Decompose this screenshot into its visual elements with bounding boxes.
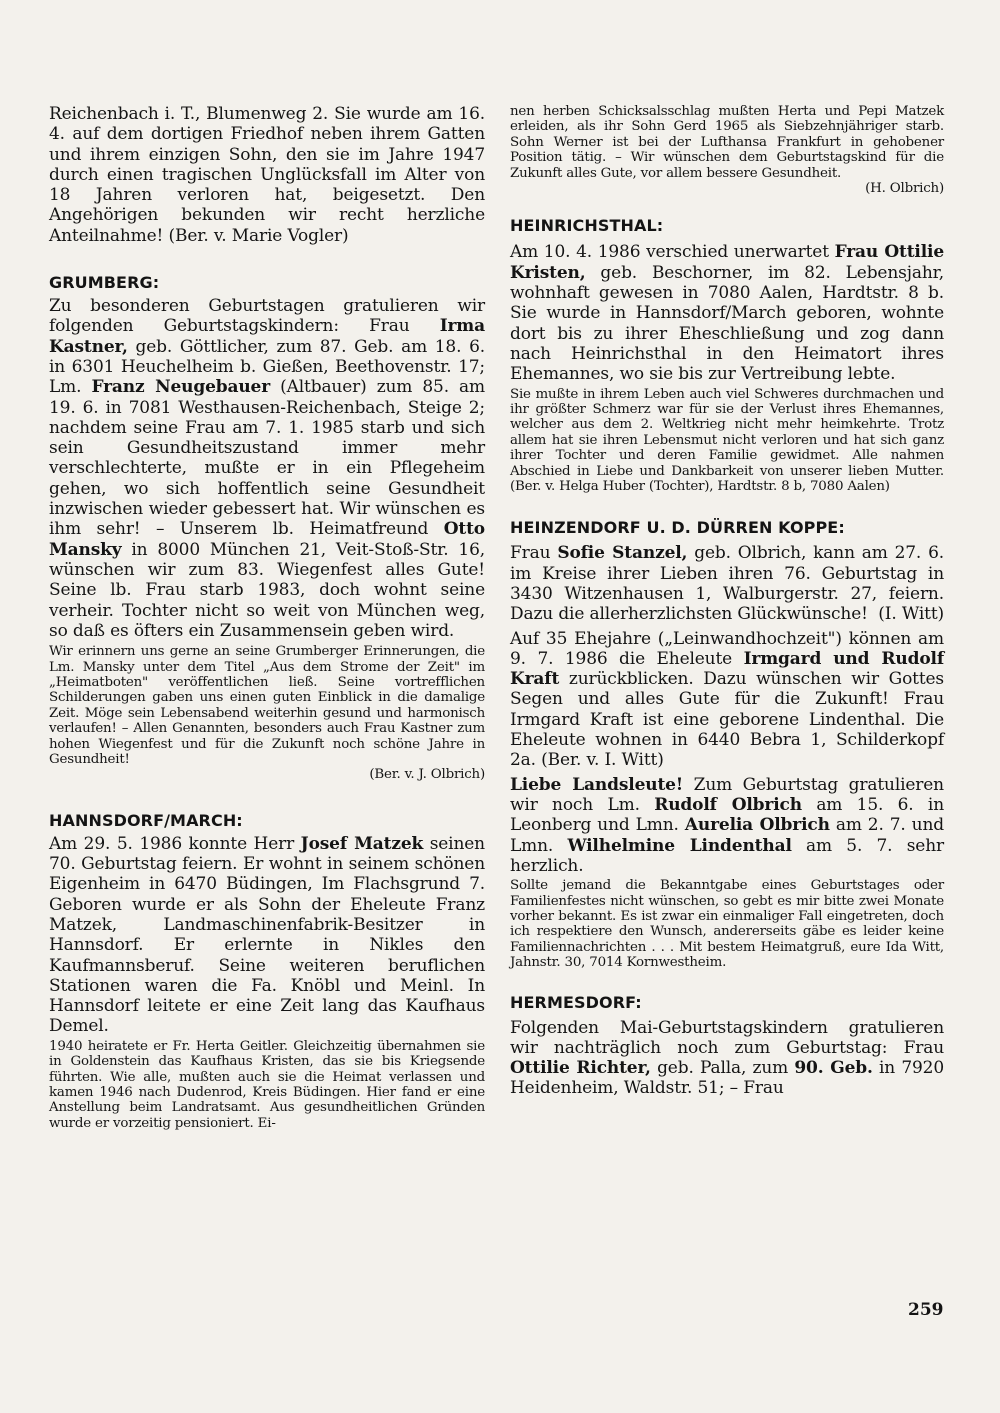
signature-i-witt: (I. Witt)	[878, 604, 944, 625]
name-franz-neugebauer: Franz Neugebauer	[91, 377, 271, 398]
article-hannsdorf: Am 29. 5. 1986 konnte Herr Josef Matzek seinen 70. Geburtstag feiern. Er wohnt in seinem schönen Eigenheim in 6470 Büdingen, Im Flachsgrund 7. Geboren wurde er als Sohn der Eheleute Franz Matzek, Landmaschinenfabrik-Besitzer in Hannsdorf. Er erlernte in Nikles den Kaufmannsberuf. Seine weiteren beruflichen Stationen waren die Fa. Knöbl und Meinl. In Hannsdorf leitete er eine Zeit lang das Kaufhaus Demel.	[49, 833, 485, 1037]
name-josef-matzek: Josef Matzek	[300, 833, 424, 854]
heading-hannsdorf: HANNSDORF/MARCH:	[49, 810, 243, 830]
article-heinzendorf-greetings: Liebe Landsleute! Zum Geburtstag gratulieren wir noch Lm. Rudolf Olbrich am 15. 6. in Leonberg und Lmn. Aurelia Olbrich am 2. 7. und Lmn. Wilhelmine Lindenthal am 5. 7. sehr herzlich.	[510, 774, 945, 876]
article-hannsdorf-small: 1940 heiratete er Fr. Herta Geitler. Gleichzeitig übernahmen sie in Goldenstein das Kaufhaus Kristen, das sie bis Kriegsende führten. Wie alle, mußten auch sie die Heimat verlassen und kamen 1946 nach Dudenrod, Kreis Büdingen. Hier fand er eine Anstellung beim Landratsamt. Aus gesundheitlichen Gründen wurde er vorzeitig pensioniert. Ei-	[49, 1038, 485, 1131]
heading-heinzendorf: HEINZENDORF U. D. DÜRREN KOPPE:	[510, 518, 845, 538]
name-rudolf-olbrich: Rudolf Olbrich	[654, 794, 802, 815]
name-ottilie-richter: Ottilie Richter,	[510, 1058, 651, 1079]
name-otto-mansky: Otto Mansky	[49, 519, 485, 560]
article-heinzendorf-kraft: Auf 35 Ehejahre („Leinwandhochzeit") können am 9. 7. 1986 die Eheleute Irmgard und Rudolf Kraft zurückblicken. Dazu wünschen wir Gottes Segen und alles Gute für die Zukunft! Frau Irmgard Kraft ist eine geborene Lindenthal. Die Eheleute wohnen in 6440 Bebra 1, Schilderkopf 2a. (Ber. v. I. Witt)	[510, 628, 944, 771]
name-ottilie-kristen: Frau Ottilie Kristen,	[510, 242, 944, 283]
name-sofie-stanzel: Sofie Stanzel,	[557, 543, 688, 564]
article-heinrichsthal-small: Sie mußte in ihrem Leben auch viel Schweres durchmachen und ihr größter Schmerz war für sie der Verlust ihres Ehemannes, welcher aus dem 2. Weltkrieg nicht mehr heimkehrte. Trotz allem hat sie ihren Lebensmut nicht verloren und hat sich ganz ihrer Tochter und deren Familie gewidmet. Alle nahmen Abschied in Liebe und Dankbarkeit von unserer lieben Mutter. (Ber. v. Helga Huber (Tochter), Hardtstr. 8 b, 7080 Aalen)	[510, 386, 944, 494]
article-grumberg-small: Wir erinnern uns gerne an seine Grumberger Erinnerungen, die Lm. Mansky unter dem Titel „Aus dem Strome der Zeit" im „Heimatboten" veröffentlichen ließ. Seine vortrefflichen Schilderungen gaben uns einen guten Einblick in die damalige Zeit. Möge sein Lebensabend weiterhin gesund und harmonisch verlaufen! – Allen Genannten, besonders auch Frau Kastner zum hohen Wiegenfest und für die Zukunft noch schöne Jahre in Gesundheit! (Ber. v. J. Olbrich)	[49, 644, 485, 783]
right-column	[510, 104, 944, 1099]
article-reichenbach: Reichenbach i. T., Blumenweg 2. Sie wurde am 16. 4. auf dem dortigen Friedhof neben ihrem Gatten und ihrem einzigen Sohn, den sie im Jahre 1947 durch einen tragischen Unglücksfall im Alter von 18 Jahren verloren hat, beigesetzt. Den Angehörigen bekunden wir recht herzliche Anteilnahme! (Ber. v. Marie Vogler)	[49, 104, 485, 246]
article-heinzendorf-note: Sollte jemand die Bekanntgabe eines Geburtstages oder Familienfestes nicht wünschen, so gebt es mir bitte zwei Monate vorher bekannt. Es ist zwar ein einmaliger Fall eingetreten, doch ich respektiere den Wunsch, andererseits gäbe es leider keine Familiennachrichten . . . Mit bestem Heimatgruß, eure Ida Witt, Jahnstr. 30, 7014 Kornwestheim.	[510, 878, 944, 971]
name-aurelia-olbrich: Aurelia Olbrich	[684, 815, 830, 836]
article-heinrichsthal: Am 10. 4. 1986 verschied unerwartet Frau Ottilie Kristen, geb. Beschorner, im 82. Lebensjahr, wohnhaft gewesen in 7080 Aalen, Hardtstr. 8 b. Sie wurde in Hannsdorf/March geboren, wohnte dort bis zu ihrer Eheschließung und zog dann nach Heinrichsthal in den Heimatort ihres Ehemannes, wo sie bis zur Vertreibung lebte.	[510, 242, 944, 385]
article-hermesdorf: Folgenden Mai-Geburtstagskindern gratulieren wir nachträglich noch zum Geburtstag: Frau Ottilie Richter, geb. Palla, zum 90. Geb. in 7920 Heidenheim, Waldstr. 51; – Frau	[510, 1017, 945, 1099]
name-wilhelmine-lindenthal: Wilhelmine Lindenthal	[567, 835, 792, 856]
name-irma-kastner: Irma Kastner,	[49, 316, 485, 357]
page-number: 259	[908, 1300, 944, 1320]
signature-h-olbrich: (H. Olbrich)	[865, 181, 944, 197]
heading-heinrichsthal: HEINRICHSTHAL:	[510, 216, 664, 236]
name-irmgard-rudolf-kraft: Irmgard und Rudolf Kraft	[510, 648, 944, 690]
signature-j-olbrich: (Ber. v. J. Olbrich)	[369, 767, 485, 783]
heading-hermesdorf: HERMESDORF:	[510, 992, 642, 1012]
left-column	[49, 104, 485, 1131]
heading-grumberg: GRUMBERG:	[49, 273, 160, 293]
article-matzek-continued: nen herben Schicksalsschlag mußten Herta und Pepi Matzek erleiden, als ihr Sohn Gerd 1965 als Siebzehnjähriger starb. Sohn Werner ist bei der Lufthansa Frankfurt in gehobener Position tätig. – Wir wünschen dem Geburtstagskind für die Zukunft alles Gute, vor allem bessere Gesundheit. (H. Olbrich)	[510, 104, 944, 197]
article-grumberg: Zu besonderen Geburtstagen gratulieren wir folgenden Geburtstagskindern: Frau Irma Kastner, geb. Göttlicher, zum 87. Geb. am 18. 6. in 6301 Heuchelheim b. Gießen, Beethovenstr. 17; Lm. Franz Neugebauer (Altbauer) zum 85. am 19. 6. in 7081 Westhausen-Reichenbach, Steige 2; nachdem seine Frau am 7. 1. 1985 starb und sich sein Gesundheitszustand immer mehr verschlechterte, mußte er in ein Pflegeheim gehen, wo sich hoffentlich seine Gesundheit inzwischen wieder gebessert hat. Wir wünschen es ihm sehr! – Unserem lb. Heimatfreund Otto Mansky in 8000 München 21, Veit-Stoß-Str. 16, wünschen wir zum 83. Wiegenfest alles Gute! Seine lb. Frau starb 1983, doch wohnt seine verheir. Tochter nicht so weit von München weg, so daß es öfters ein Zusammensein geben wird.	[49, 296, 485, 641]
article-heinzendorf-stanzel: Frau Sofie Stanzel, geb. Olbrich, kann am 27. 6. im Kreise ihrer Lieben ihren 76. Geburtstag in 3430 Witzenhausen 1, Walburgerstr. 27, feiern. Dazu die allerherzlichsten Glückwünsche! (I. Witt)	[510, 543, 945, 625]
